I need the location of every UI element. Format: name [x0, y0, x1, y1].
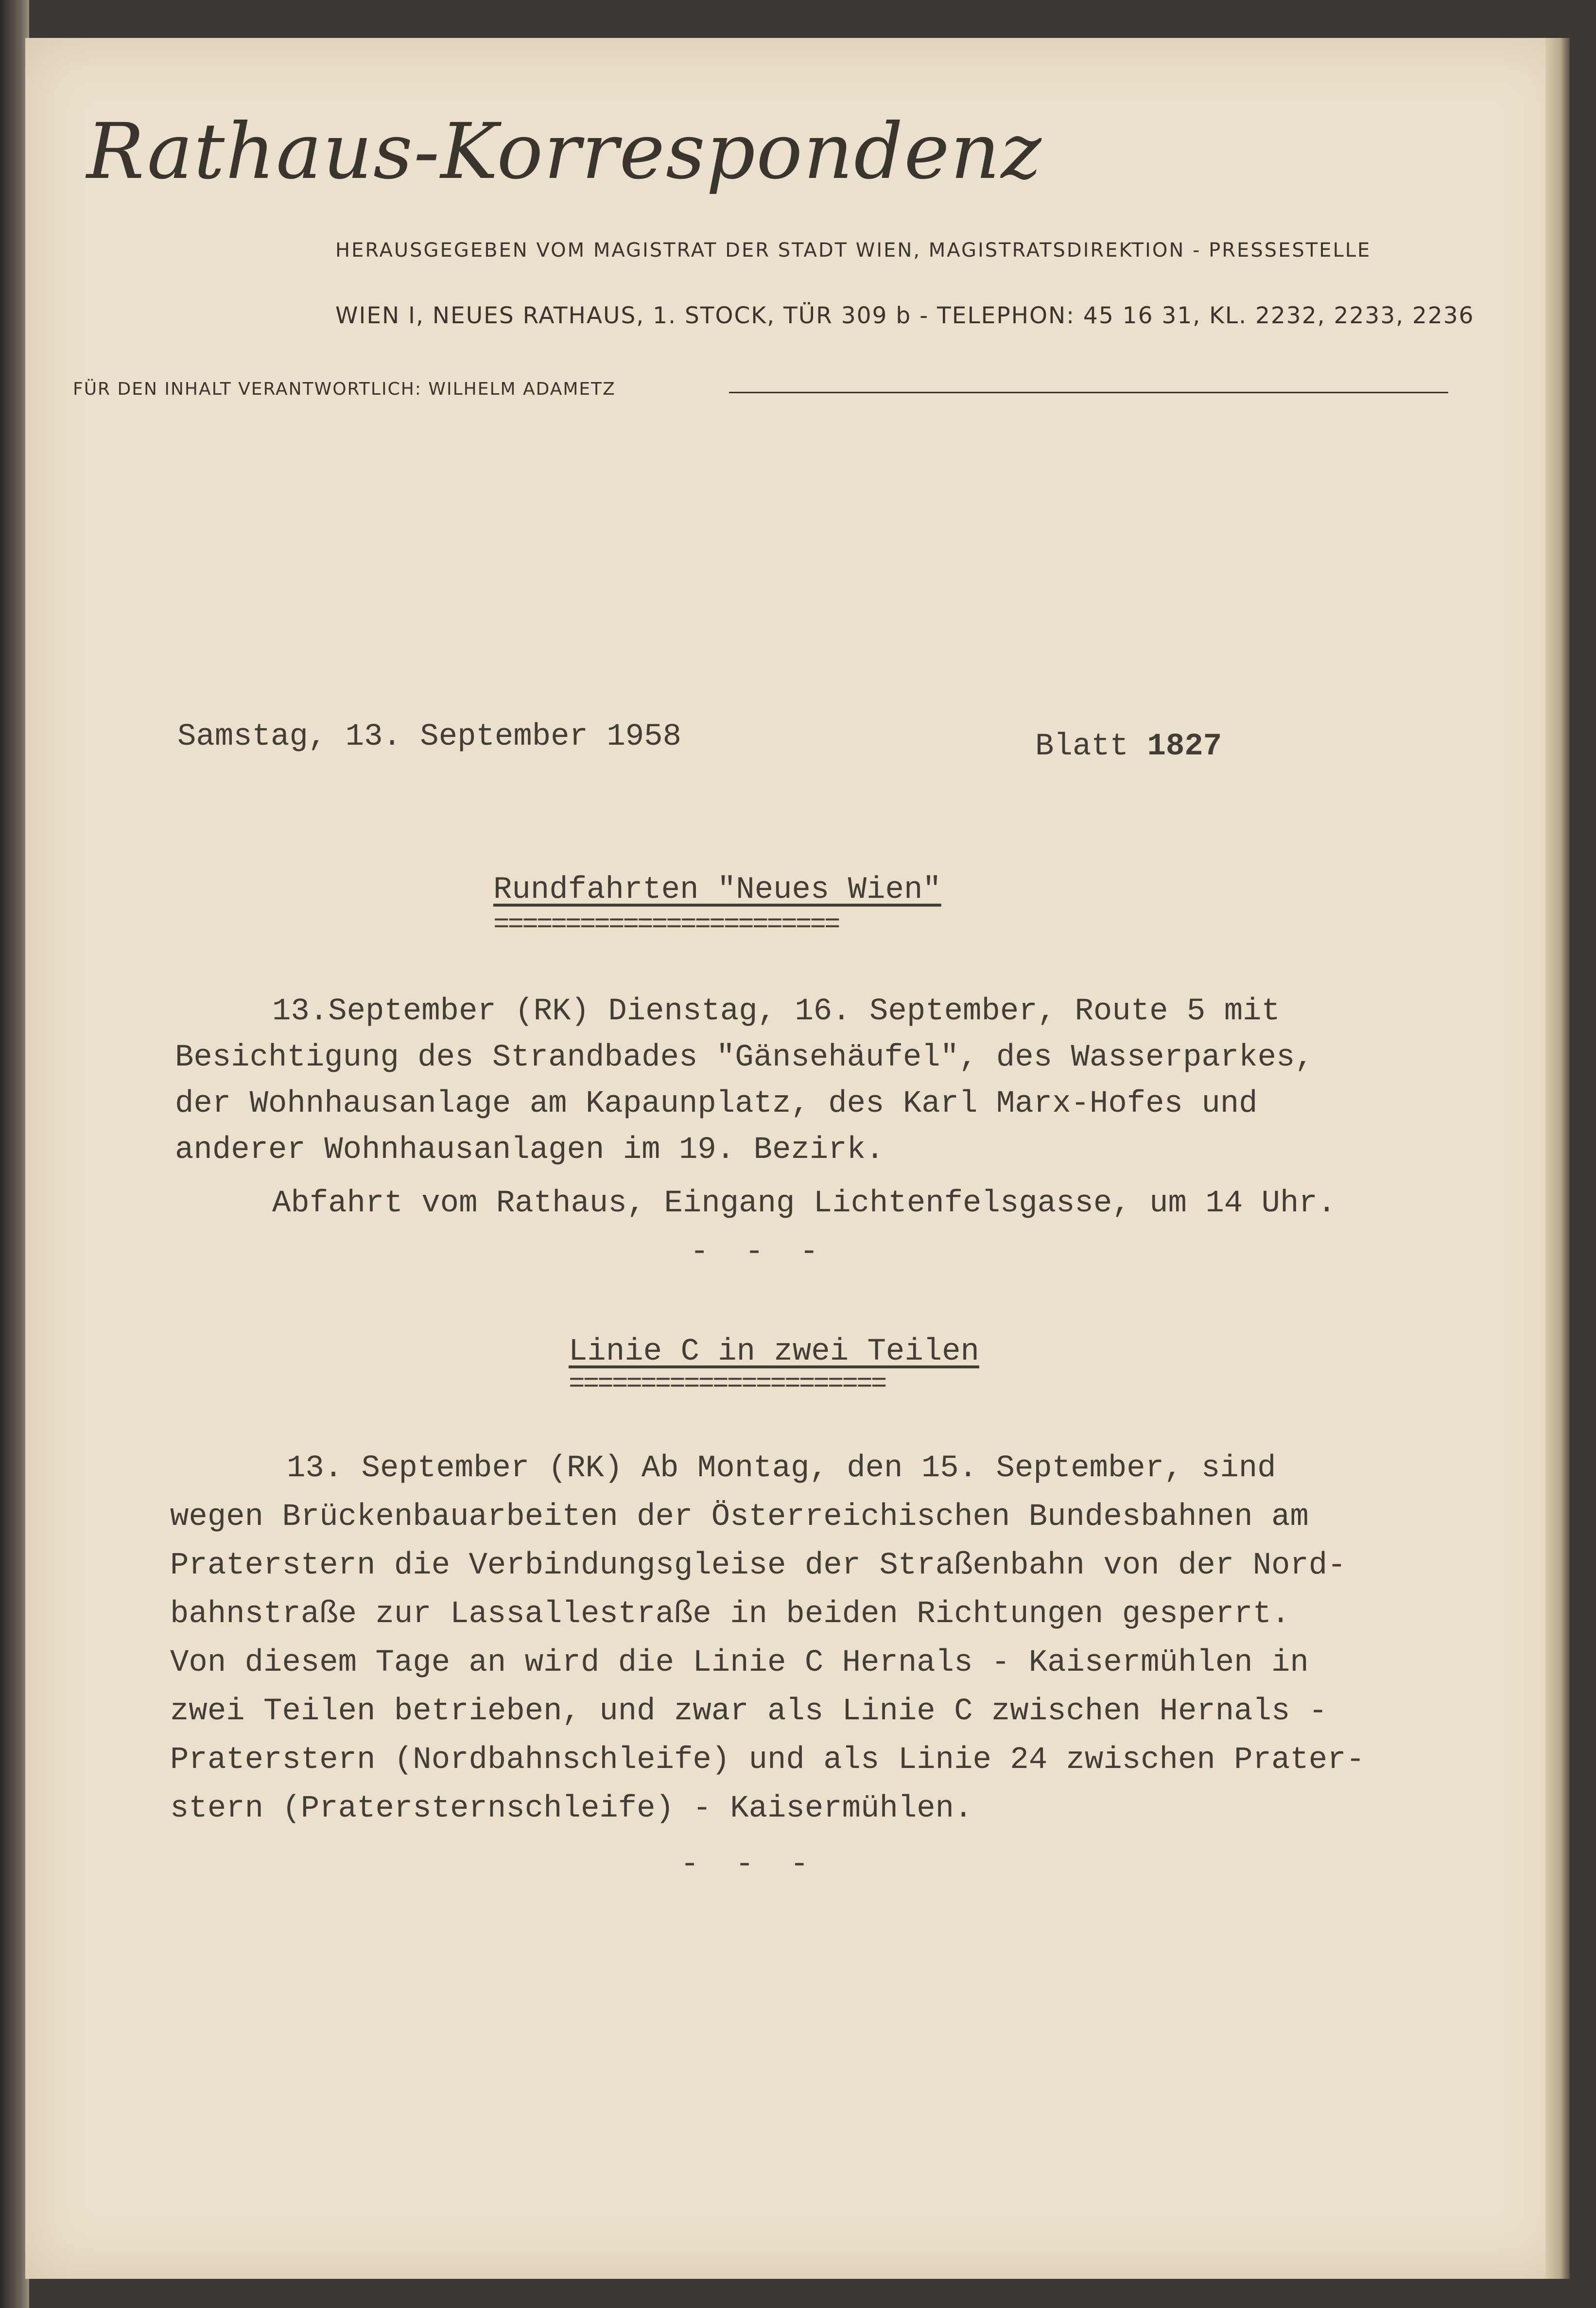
masthead-responsible: FÜR DEN INHALT VERANTWORTLICH: WILHELM ADAMETZ	[73, 379, 616, 399]
article2-line: bahnstraße zur Lassallestraße in beiden Richtungen gesperrt.	[170, 1597, 1290, 1632]
sheet-number	[1035, 729, 1222, 764]
book-binding	[0, 0, 29, 2308]
article1-line: Besichtigung des Strandbades "Gänsehäufel", des Wasserparkes,	[175, 1040, 1314, 1075]
article1-line: Abfahrt vom Rathaus, Eingang Lichtenfelsgasse, um 14 Uhr.	[272, 1186, 1336, 1221]
article2-separator: - - -	[680, 1847, 818, 1882]
sheet-value: 1827	[1147, 729, 1222, 764]
article2-line: Praterstern (Nordbahnschleife) und als Linie 24 zwischen Prater-	[170, 1743, 1365, 1778]
article1-title: Rundfahrten "Neues Wien"	[493, 873, 941, 908]
article2-line: stern (Pratersternschleife) - Kaisermühlen.	[170, 1791, 973, 1826]
article2-line: wegen Brückenbauarbeiten der Österreichischen Bundesbahnen am	[170, 1500, 1309, 1535]
masthead-address: WIEN I, NEUES RATHAUS, 1. STOCK, TÜR 309 b - TELEPHON: 45 16 31, KL. 2232, 2233, 2236	[335, 302, 1475, 329]
article2-line: Von diesem Tage an wird die Linie C Hernals - Kaisermühlen in	[170, 1645, 1309, 1680]
article1-line: anderer Wohnhausanlagen im 19. Bezirk.	[175, 1133, 885, 1168]
page-edge	[1545, 38, 1570, 2279]
article1-separator: - - -	[690, 1235, 828, 1270]
article1-line: 13.September (RK) Dienstag, 16. September, Route 5 mit	[272, 994, 1280, 1029]
article1-line: der Wohnhausanlage am Kapaunplatz, des Karl Marx-Hofes und	[175, 1086, 1258, 1121]
masthead-rule	[729, 392, 1448, 393]
article2-line: zwei Teilen betrieben, und zwar als Linie C zwischen Hernals -	[170, 1694, 1328, 1729]
masthead-publisher: HERAUSGEGEBEN VOM MAGISTRAT DER STADT WIEN, MAGISTRATSDIREKTION - PRESSESTELLE	[335, 239, 1371, 262]
article1-underline: ========================	[493, 909, 839, 940]
article2-line: 13. September (RK) Ab Montag, den 15. September, sind	[287, 1451, 1276, 1486]
article2-title: Linie C in zwei Teilen	[569, 1334, 979, 1369]
document-date: Samstag, 13. September 1958	[177, 719, 681, 754]
masthead-title: Rathaus-Korrespondenz	[87, 107, 1042, 196]
sheet-label: Blatt	[1035, 729, 1129, 764]
article2-line: Praterstern die Verbindungsgleise der Straßenbahn von der Nord-	[170, 1548, 1346, 1583]
article2-underline: ======================	[569, 1368, 885, 1399]
